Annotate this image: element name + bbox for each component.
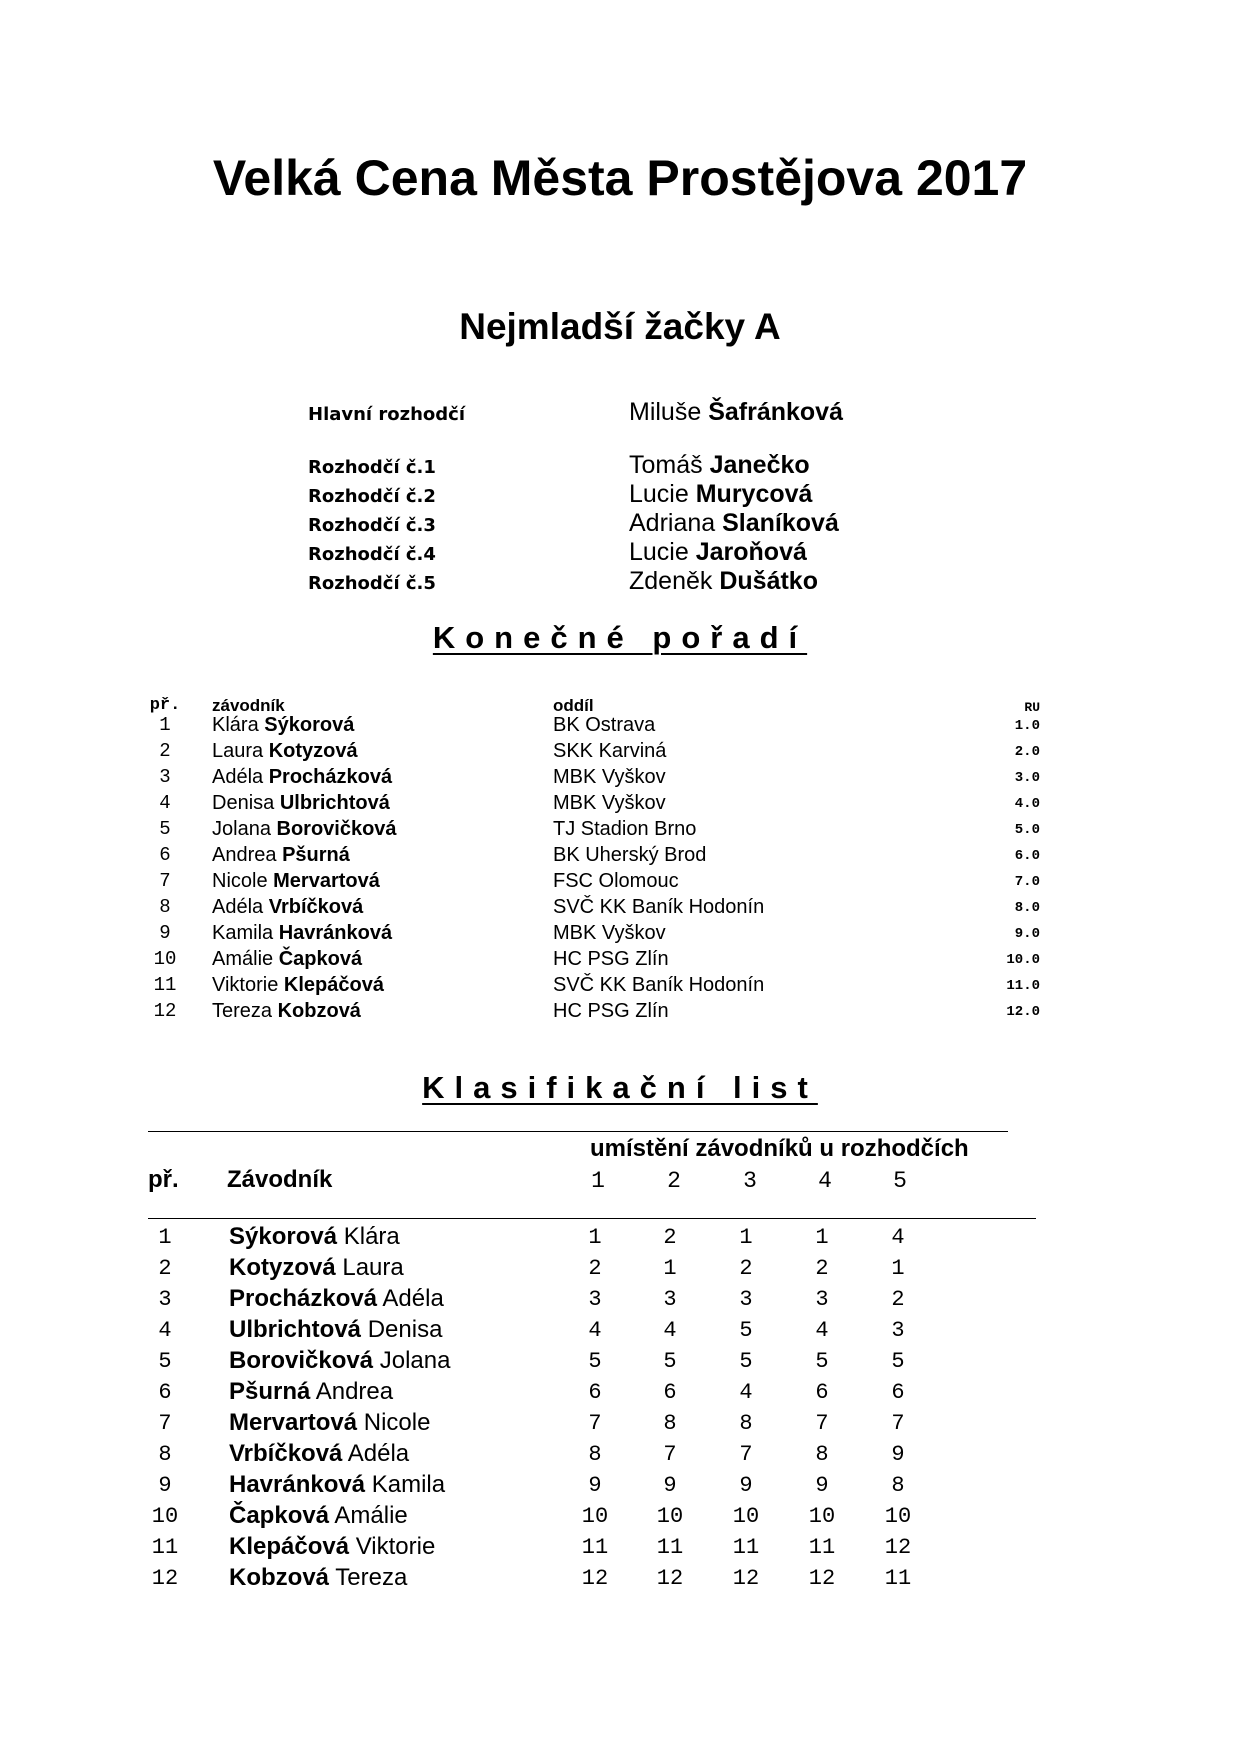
rank-cell: 10 bbox=[151, 1504, 179, 1529]
first-name: Andrea bbox=[212, 844, 277, 866]
column-header-competitor: závodník bbox=[212, 696, 285, 715]
rank-cell: 7 bbox=[159, 870, 171, 892]
club-cell: SVČ KK Baník Hodonín bbox=[553, 896, 765, 918]
table-row bbox=[0, 1471, 1240, 1502]
competitor-cell bbox=[229, 1533, 435, 1561]
judge-placement-cell: 12 bbox=[884, 1535, 912, 1560]
last-name: Kobzová bbox=[277, 1000, 361, 1022]
judge-placement-cell: 5 bbox=[588, 1349, 602, 1374]
classification-heading: Klasifikační list bbox=[422, 1070, 818, 1105]
judge-placement-cell: 5 bbox=[663, 1349, 677, 1374]
club-cell: MBK Vyškov bbox=[553, 766, 666, 788]
table-row bbox=[0, 1440, 1240, 1471]
first-name: Kamila bbox=[371, 1471, 446, 1498]
judge-placement-cell: 9 bbox=[891, 1442, 905, 1467]
judge-number-header: 4 bbox=[818, 1168, 832, 1194]
last-name: Sýkorová bbox=[229, 1223, 338, 1250]
judge-placement-cell: 4 bbox=[891, 1225, 905, 1250]
judge-placement-cell: 2 bbox=[588, 1256, 602, 1281]
last-name: Mervartová bbox=[229, 1409, 358, 1436]
judge-placement-cell: 3 bbox=[739, 1287, 753, 1312]
column-header-club: oddíl bbox=[553, 696, 594, 715]
last-name: Čapková bbox=[278, 948, 363, 970]
club-cell: FSC Olomouc bbox=[553, 870, 679, 892]
table-row bbox=[0, 896, 1240, 922]
judge-placement-cell: 5 bbox=[739, 1318, 753, 1343]
judge-placement-cell: 4 bbox=[739, 1380, 753, 1405]
first-name: Miluše bbox=[629, 398, 702, 426]
last-name: Kotyzová bbox=[268, 740, 358, 762]
column-header-rank: př. bbox=[148, 1166, 179, 1193]
head-judge-row bbox=[308, 398, 908, 428]
judge-role: Hlavní rozhodčí bbox=[308, 404, 465, 425]
rank-cell: 4 bbox=[159, 792, 171, 814]
judge-role: Rozhodčí č.1 bbox=[308, 457, 436, 478]
last-name: Klepáčová bbox=[283, 974, 384, 996]
judge-placement-cell: 6 bbox=[815, 1380, 829, 1405]
rank-cell: 1 bbox=[158, 1225, 172, 1250]
competitor-cell bbox=[212, 896, 363, 919]
rank-cell: 6 bbox=[158, 1380, 172, 1405]
last-name: Pšurná bbox=[282, 844, 350, 866]
table-row bbox=[0, 818, 1240, 844]
last-name: Havránková bbox=[229, 1471, 366, 1498]
ru-cell: 12.0 bbox=[1006, 1004, 1040, 1020]
ru-cell: 9.0 bbox=[1014, 926, 1040, 942]
judge-placement-cell: 3 bbox=[588, 1287, 602, 1312]
rank-cell: 3 bbox=[158, 1287, 172, 1312]
competitor-cell bbox=[229, 1254, 404, 1282]
last-name: Vrbíčková bbox=[268, 896, 364, 918]
table-row bbox=[0, 1316, 1240, 1347]
competitor-cell bbox=[229, 1440, 409, 1468]
judge-name bbox=[629, 451, 810, 480]
judge-placement-cell: 1 bbox=[739, 1225, 753, 1250]
table-row bbox=[0, 1347, 1240, 1378]
judge-placement-cell: 1 bbox=[588, 1225, 602, 1250]
first-name: Laura bbox=[212, 740, 264, 762]
competitor-cell bbox=[229, 1564, 407, 1592]
last-name: Slaníková bbox=[722, 509, 839, 537]
judge-placement-cell: 8 bbox=[815, 1442, 829, 1467]
last-name: Kobzová bbox=[229, 1564, 330, 1591]
rank-cell: 8 bbox=[158, 1442, 172, 1467]
competitor-cell bbox=[212, 1000, 361, 1023]
judge-placement-cell: 4 bbox=[663, 1318, 677, 1343]
first-name: Klára bbox=[343, 1223, 400, 1250]
judge-placement-cell: 8 bbox=[891, 1473, 905, 1498]
competitor-cell bbox=[212, 974, 384, 997]
judge-placement-cell: 1 bbox=[815, 1225, 829, 1250]
rank-cell: 5 bbox=[158, 1349, 172, 1374]
judge-placement-cell: 6 bbox=[891, 1380, 905, 1405]
table-row bbox=[0, 870, 1240, 896]
judge-placement-cell: 6 bbox=[663, 1380, 677, 1405]
judge-role: Rozhodčí č.2 bbox=[308, 486, 436, 507]
competitor-cell bbox=[229, 1502, 408, 1530]
first-name: Adéla bbox=[212, 766, 264, 788]
table-row bbox=[0, 1000, 1240, 1026]
table-row bbox=[0, 740, 1240, 766]
last-name: Janečko bbox=[709, 451, 810, 479]
judge-number-header: 1 bbox=[591, 1168, 605, 1194]
club-cell: BK Uherský Brod bbox=[553, 844, 707, 866]
rank-cell: 4 bbox=[158, 1318, 172, 1343]
table-row bbox=[0, 1564, 1240, 1595]
judge-number-header: 5 bbox=[893, 1168, 907, 1194]
competitor-cell bbox=[229, 1378, 393, 1406]
judge-row bbox=[308, 451, 908, 481]
judge-role: Rozhodčí č.5 bbox=[308, 573, 436, 594]
rank-cell: 9 bbox=[158, 1473, 172, 1498]
ru-cell: 7.0 bbox=[1014, 874, 1040, 890]
judge-placement-cell: 9 bbox=[588, 1473, 602, 1498]
judge-name bbox=[629, 509, 839, 538]
last-name: Čapková bbox=[229, 1502, 330, 1529]
judge-placement-cell: 5 bbox=[891, 1349, 905, 1374]
last-name: Havránková bbox=[278, 922, 393, 944]
judge-placement-cell: 5 bbox=[815, 1349, 829, 1374]
judge-placement-cell: 6 bbox=[588, 1380, 602, 1405]
competitor-cell bbox=[212, 766, 392, 789]
judge-row bbox=[308, 538, 908, 568]
table-row bbox=[0, 844, 1240, 870]
judge-name bbox=[629, 480, 812, 509]
judge-placement-cell: 1 bbox=[891, 1256, 905, 1281]
judge-placement-cell: 11 bbox=[884, 1566, 912, 1591]
club-cell: SKK Karviná bbox=[553, 740, 667, 762]
table-row bbox=[0, 948, 1240, 974]
judge-placement-cell: 9 bbox=[815, 1473, 829, 1498]
last-name: Vrbíčková bbox=[229, 1440, 343, 1467]
table-row bbox=[0, 1409, 1240, 1440]
ru-cell: 2.0 bbox=[1014, 744, 1040, 760]
last-name: Kotyzová bbox=[229, 1254, 336, 1281]
club-cell: SVČ KK Baník Hodonín bbox=[553, 974, 765, 996]
judge-placement-cell: 7 bbox=[891, 1411, 905, 1436]
first-name: Tomáš bbox=[629, 451, 703, 479]
first-name: Zdeněk bbox=[629, 567, 713, 595]
last-name: Šafránková bbox=[708, 398, 843, 426]
last-name: Mervartová bbox=[273, 870, 380, 892]
divider bbox=[148, 1218, 1036, 1219]
table-row bbox=[0, 714, 1240, 740]
first-name: Amálie bbox=[212, 948, 274, 970]
last-name: Klepáčová bbox=[229, 1533, 350, 1560]
first-name: Lucie bbox=[629, 538, 689, 566]
judge-placement-cell: 2 bbox=[663, 1225, 677, 1250]
rank-cell: 6 bbox=[159, 844, 171, 866]
judge-placement-cell: 3 bbox=[663, 1287, 677, 1312]
table-row bbox=[0, 1378, 1240, 1409]
judge-placement-cell: 10 bbox=[656, 1504, 684, 1529]
judge-placement-cell: 7 bbox=[588, 1411, 602, 1436]
category-title: Nejmladší žačky A bbox=[459, 306, 781, 347]
competitor-cell bbox=[212, 740, 358, 763]
competitor-cell bbox=[212, 922, 392, 945]
judge-row bbox=[308, 567, 908, 597]
judge-placement-cell: 12 bbox=[656, 1566, 684, 1591]
last-name: Borovičková bbox=[276, 818, 397, 840]
judge-placement-cell: 10 bbox=[732, 1504, 760, 1529]
judge-placement-cell: 2 bbox=[815, 1256, 829, 1281]
first-name: Jolana bbox=[379, 1347, 451, 1374]
judge-role: Rozhodčí č.4 bbox=[308, 544, 436, 565]
first-name: Jolana bbox=[212, 818, 271, 840]
rank-cell: 2 bbox=[159, 740, 171, 762]
table-row bbox=[0, 974, 1240, 1000]
judge-placement-cell: 11 bbox=[656, 1535, 684, 1560]
last-name: Pšurná bbox=[229, 1378, 311, 1405]
last-name: Ulbrichtová bbox=[279, 792, 390, 814]
competitor-cell bbox=[229, 1316, 442, 1344]
last-name: Borovičková bbox=[229, 1347, 374, 1374]
judge-placement-cell: 10 bbox=[884, 1504, 912, 1529]
rank-cell: 10 bbox=[153, 948, 177, 970]
first-name: Nicole bbox=[212, 870, 268, 892]
club-cell: BK Ostrava bbox=[553, 714, 656, 736]
rank-cell: 9 bbox=[159, 922, 171, 944]
ru-cell: 11.0 bbox=[1006, 978, 1040, 994]
rank-cell: 11 bbox=[153, 974, 177, 996]
judge-placement-cell: 4 bbox=[588, 1318, 602, 1343]
rank-cell: 1 bbox=[159, 714, 171, 736]
ru-cell: 8.0 bbox=[1014, 900, 1040, 916]
judge-placement-cell: 7 bbox=[815, 1411, 829, 1436]
judge-placement-cell: 11 bbox=[581, 1535, 609, 1560]
column-header-rank: př. bbox=[149, 696, 181, 715]
judge-placement-cell: 8 bbox=[739, 1411, 753, 1436]
ru-cell: 10.0 bbox=[1006, 952, 1040, 968]
last-name: Procházková bbox=[229, 1285, 378, 1312]
judge-number-header: 2 bbox=[667, 1168, 681, 1194]
competitor-cell bbox=[229, 1347, 450, 1375]
club-cell: HC PSG Zlín bbox=[553, 1000, 669, 1022]
first-name: Tereza bbox=[212, 1000, 273, 1022]
judge-placement-cell: 1 bbox=[663, 1256, 677, 1281]
ru-cell: 4.0 bbox=[1014, 796, 1040, 812]
first-name: Tereza bbox=[335, 1564, 408, 1591]
first-name: Nicole bbox=[363, 1409, 431, 1436]
last-name: Sýkorová bbox=[264, 714, 355, 736]
judge-placement-cell: 3 bbox=[815, 1287, 829, 1312]
judge-placement-cell: 12 bbox=[732, 1566, 760, 1591]
last-name: Jaroňová bbox=[695, 538, 807, 566]
last-name: Murycová bbox=[695, 480, 813, 508]
judge-placement-cell: 11 bbox=[808, 1535, 836, 1560]
rank-cell: 5 bbox=[159, 818, 171, 840]
ru-cell: 5.0 bbox=[1014, 822, 1040, 838]
table-row bbox=[0, 1285, 1240, 1316]
table-row bbox=[0, 766, 1240, 792]
divider bbox=[148, 1131, 1008, 1132]
table-row bbox=[0, 1502, 1240, 1533]
judge-placement-cell: 4 bbox=[815, 1318, 829, 1343]
ru-cell: 3.0 bbox=[1014, 770, 1040, 786]
competitor-cell bbox=[229, 1223, 400, 1251]
club-cell: HC PSG Zlín bbox=[553, 948, 669, 970]
competitor-cell bbox=[229, 1471, 445, 1499]
first-name: Adéla bbox=[382, 1285, 444, 1312]
rank-cell: 7 bbox=[158, 1411, 172, 1436]
first-name: Adéla bbox=[212, 896, 264, 918]
table-row bbox=[0, 1533, 1240, 1564]
judge-placement-cell: 9 bbox=[663, 1473, 677, 1498]
table-row bbox=[0, 1223, 1240, 1254]
judge-placement-cell: 9 bbox=[739, 1473, 753, 1498]
table-row bbox=[0, 792, 1240, 818]
judge-placement-cell: 3 bbox=[891, 1318, 905, 1343]
competitor-cell bbox=[212, 818, 397, 841]
judge-name bbox=[629, 398, 843, 427]
last-name: Dušátko bbox=[719, 567, 818, 595]
rank-cell: 12 bbox=[153, 1000, 177, 1022]
judge-placement-cell: 2 bbox=[891, 1287, 905, 1312]
rank-cell: 2 bbox=[158, 1256, 172, 1281]
judge-placement-cell: 10 bbox=[581, 1504, 609, 1529]
judge-role: Rozhodčí č.3 bbox=[308, 515, 436, 536]
judge-row bbox=[308, 480, 908, 510]
rank-cell: 12 bbox=[151, 1566, 179, 1591]
judge-placement-cell: 8 bbox=[588, 1442, 602, 1467]
column-header-ru: RU bbox=[1024, 700, 1040, 715]
first-name: Laura bbox=[342, 1254, 404, 1281]
ru-cell: 1.0 bbox=[1014, 718, 1040, 734]
first-name: Kamila bbox=[212, 922, 274, 944]
judge-number-header: 3 bbox=[743, 1168, 757, 1194]
competitor-cell bbox=[212, 844, 350, 867]
final-ranking-heading: Konečné pořadí bbox=[432, 620, 808, 655]
judge-placement-cell: 7 bbox=[663, 1442, 677, 1467]
first-name: Viktorie bbox=[355, 1533, 436, 1560]
first-name: Viktorie bbox=[212, 974, 279, 996]
competitor-cell bbox=[212, 870, 380, 893]
competitor-cell bbox=[212, 792, 390, 815]
competitor-cell bbox=[229, 1409, 430, 1437]
judge-placement-cell: 8 bbox=[663, 1411, 677, 1436]
judges-placement-header: umístění závodníků u rozhodčích bbox=[590, 1135, 969, 1162]
competitor-cell bbox=[212, 948, 362, 971]
first-name: Denisa bbox=[367, 1316, 443, 1343]
club-cell: TJ Stadion Brno bbox=[553, 818, 697, 840]
first-name: Lucie bbox=[629, 480, 689, 508]
first-name: Andrea bbox=[315, 1378, 394, 1405]
judge-name bbox=[629, 567, 818, 596]
judge-placement-cell: 7 bbox=[739, 1442, 753, 1467]
table-row bbox=[0, 922, 1240, 948]
rank-cell: 8 bbox=[159, 896, 171, 918]
first-name: Adriana bbox=[629, 509, 716, 537]
judge-placement-cell: 5 bbox=[739, 1349, 753, 1374]
club-cell: MBK Vyškov bbox=[553, 922, 666, 944]
judge-placement-cell: 11 bbox=[732, 1535, 760, 1560]
first-name: Klára bbox=[212, 714, 259, 736]
table-row bbox=[0, 1254, 1240, 1285]
judge-name bbox=[629, 538, 807, 567]
first-name: Adéla bbox=[347, 1440, 410, 1467]
page-title: Velká Cena Města Prostějova 2017 bbox=[212, 150, 1028, 206]
first-name: Amálie bbox=[334, 1502, 408, 1529]
club-cell: MBK Vyškov bbox=[553, 792, 666, 814]
judge-placement-cell: 12 bbox=[808, 1566, 836, 1591]
last-name: Ulbrichtová bbox=[229, 1316, 362, 1343]
rank-cell: 11 bbox=[151, 1535, 179, 1560]
competitor-cell bbox=[229, 1285, 444, 1313]
ru-cell: 6.0 bbox=[1014, 848, 1040, 864]
column-header-competitor: Závodník bbox=[227, 1166, 333, 1193]
competitor-cell bbox=[212, 714, 354, 737]
rank-cell: 3 bbox=[159, 766, 171, 788]
judge-placement-cell: 12 bbox=[581, 1566, 609, 1591]
last-name: Procházková bbox=[268, 766, 393, 788]
judge-placement-cell: 10 bbox=[808, 1504, 836, 1529]
judge-placement-cell: 2 bbox=[739, 1256, 753, 1281]
judge-row bbox=[308, 509, 908, 539]
first-name: Denisa bbox=[212, 792, 275, 814]
